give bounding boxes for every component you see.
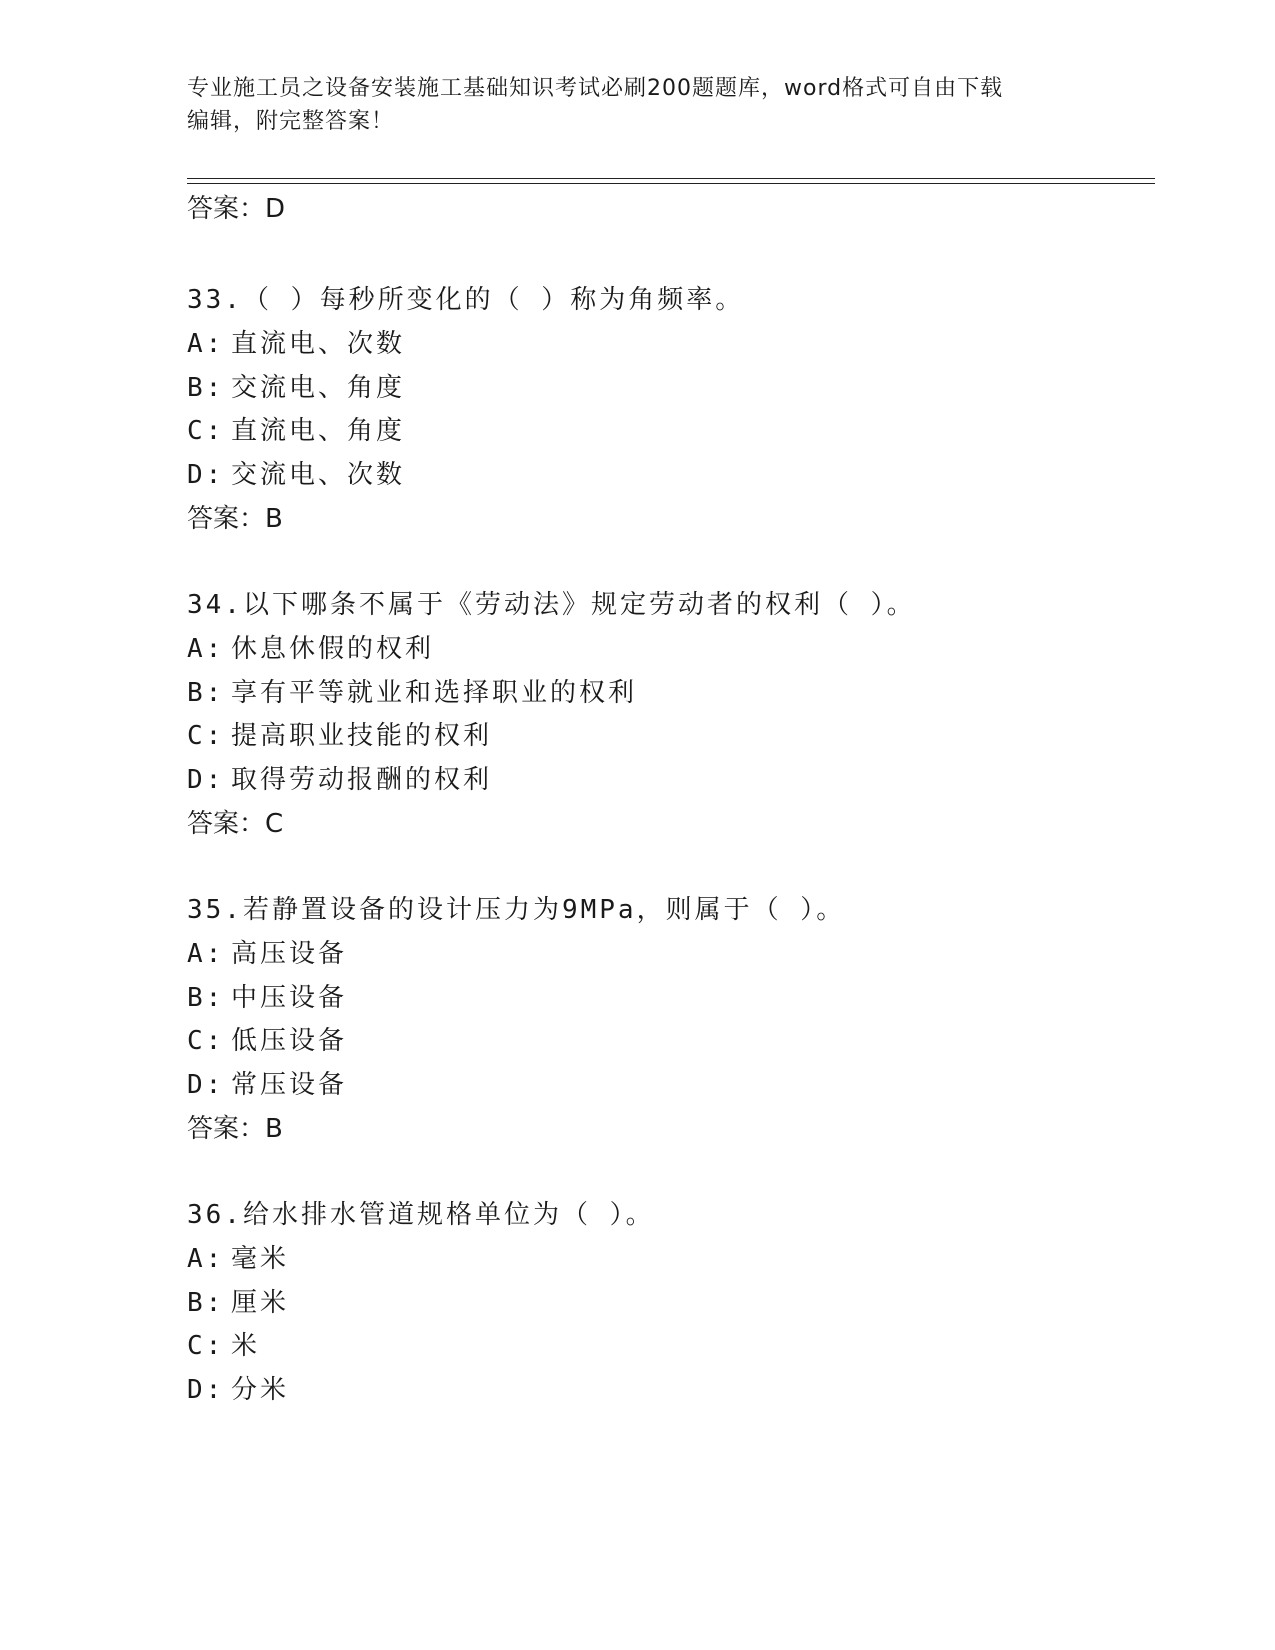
option-letter: B:: [187, 373, 225, 403]
option-text: 交流电、角度: [231, 373, 406, 403]
option-text: 直流电、次数: [231, 329, 406, 359]
option-letter: B:: [187, 678, 225, 708]
question-35: 35.若静置设备的设计压力为9MPa，则属于（ ）。: [187, 895, 846, 925]
question-35-option-b: [187, 981, 347, 1015]
question-33-option-d: [187, 458, 405, 492]
option-text: 分米: [231, 1375, 290, 1405]
option-text: 厘米: [231, 1288, 290, 1318]
question-34-option-b: [187, 676, 637, 710]
question-35-option-c: [187, 1024, 347, 1058]
option-text: 低压设备: [231, 1026, 348, 1056]
option-text: 高压设备: [231, 939, 348, 969]
option-letter: C:: [187, 1331, 225, 1361]
document-header: [187, 72, 1087, 138]
option-text: 直流电、角度: [231, 416, 406, 446]
option-letter: A:: [187, 939, 225, 969]
question-34-option-d: [187, 763, 492, 797]
answer-34: 答案：C: [187, 809, 284, 839]
option-letter: D:: [187, 1070, 225, 1100]
option-text: 取得劳动报酬的权利: [231, 765, 493, 795]
question-34-option-a: [187, 632, 434, 666]
answer-35: 答案：B: [187, 1114, 283, 1144]
option-letter: C:: [187, 721, 225, 751]
option-text: 休息休假的权利: [231, 634, 435, 664]
option-letter: C:: [187, 416, 225, 446]
question-34-option-c: [187, 719, 492, 753]
option-letter: D:: [187, 460, 225, 490]
header-line-1: 专业施工员之设备安装施工基础知识考试必刷200题题库，word格式可自由下载: [187, 76, 1004, 101]
option-letter: A:: [187, 329, 225, 359]
option-text: 享有平等就业和选择职业的权利: [231, 678, 638, 708]
option-letter: C:: [187, 1026, 225, 1056]
option-letter: B:: [187, 983, 225, 1013]
question-36: 36.给水排水管道规格单位为（ ）。: [187, 1200, 655, 1230]
option-text: 米: [231, 1331, 261, 1361]
question-36-option-b: [187, 1286, 289, 1320]
question-35-option-a: [187, 937, 347, 971]
header-line-2: 编辑，附完整答案！: [187, 109, 395, 134]
option-text: 毫米: [231, 1244, 290, 1274]
question-34: 34.以下哪条不属于《劳动法》规定劳动者的权利（ ）。: [187, 590, 916, 620]
question-33: 33.（ ）每秒所变化的（ ）称为角频率。: [187, 285, 745, 315]
option-letter: A:: [187, 634, 225, 664]
option-text: 常压设备: [231, 1070, 348, 1100]
option-letter: D:: [187, 1375, 225, 1405]
header-divider-bottom: [187, 183, 1155, 184]
answer-33: 答案：B: [187, 504, 283, 534]
question-36-option-c: [187, 1329, 260, 1363]
question-36-option-d: [187, 1373, 289, 1407]
option-text: 交流电、次数: [231, 460, 406, 490]
question-33-option-a: [187, 327, 405, 361]
question-35-option-d: [187, 1068, 347, 1102]
option-text: 提高职业技能的权利: [231, 721, 493, 751]
option-letter: B:: [187, 1288, 225, 1318]
question-36-option-a: [187, 1242, 289, 1276]
option-text: 中压设备: [231, 983, 348, 1013]
option-letter: A:: [187, 1244, 225, 1274]
option-letter: D:: [187, 765, 225, 795]
header-divider-top: [187, 178, 1155, 179]
answer-prev: 答案：D: [187, 194, 286, 224]
question-33-option-c: [187, 414, 405, 448]
question-33-option-b: [187, 371, 405, 405]
